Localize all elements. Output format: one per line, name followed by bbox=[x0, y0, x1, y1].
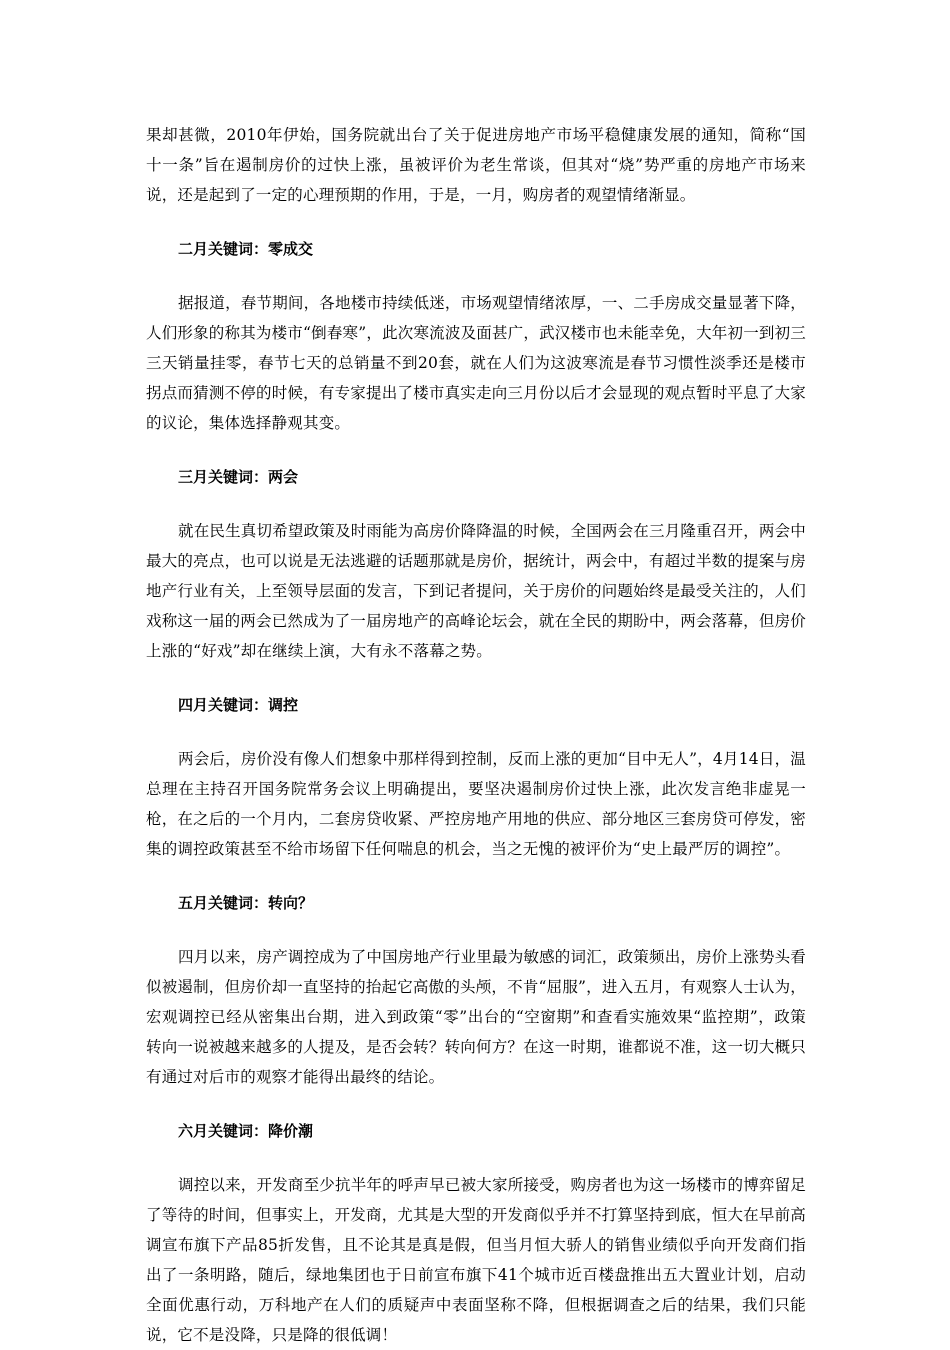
spacer bbox=[146, 438, 806, 462]
section-heading-february: 二月关键词：零成交 bbox=[178, 240, 314, 258]
section-heading-may: 五月关键词：转向？ bbox=[178, 894, 314, 912]
spacer bbox=[146, 720, 806, 744]
spacer bbox=[146, 264, 806, 288]
section-body-february: 据报道，春节期间，各地楼市持续低迷，市场观望情绪浓厚，一、二手房成交量显著下降，人们形象的称其为楼市“倒春寒”，此次寒流波及面甚广，武汉楼市也未能幸免，大年初一到初三三天销量挂零，春节七天的总销量不到20套，就在人们为这波寒流是春节习惯性淡季还是楼市拐点而猜测不停的时候，有专家提出了楼市真实走向三月份以后才会显现的观点暂时平息了大家的议论，集体选择静观其变。 bbox=[146, 294, 807, 432]
intro-paragraph: 果却甚微，2010年伊始，国务院就出台了关于促进房地产市场平稳健康发展的通知，简称“国十一条”旨在遏制房价的过快上涨，虽被评价为老生常谈，但其对“烧”势严重的房地产市场来说，还是起到了一定的心理预期的作用，于是，一月，购房者的观望情绪渐显。 bbox=[146, 126, 806, 204]
spacer bbox=[146, 210, 806, 234]
section-body-march: 就在民生真切希望政策及时雨能为高房价降降温的时候，全国两会在三月隆重召开，两会中最大的亮点，也可以说是无法逃避的话题那就是房价，据统计，两会中，有超过半数的提案与房地产行业有关，上至领导层面的发言，下到记者提问，关于房价的问题始终是最受关注的，人们戏称这一届的两会已然成为了一届房地产的高峰论坛会，就在全民的期盼中，两会落幕，但房价上涨的“好戏”却在继续上演，大有永不落幕之势。 bbox=[146, 522, 807, 660]
spacer bbox=[146, 666, 806, 690]
section-body-may: 四月以来，房产调控成为了中国房地产行业里最为敏感的词汇，政策频出，房价上涨势头看似被遏制，但房价却一直坚持的抬起它高傲的头颅，不肯“屈服”，进入五月，有观察人士认为，宏观调控已经从密集出台期，进入到政策“零”出台的“空窗期”和查看实施效果“监控期”，政策转向一说被越来越多的人提及，是否会转？转向何方？在这一时期，谁都说不准，这一切大概只有通过对后市的观察才能得出最终的结论。 bbox=[146, 948, 807, 1086]
section-heading-march: 三月关键词：两会 bbox=[178, 468, 299, 486]
spacer bbox=[146, 1092, 806, 1116]
spacer bbox=[146, 1146, 806, 1170]
spacer bbox=[146, 492, 806, 516]
section-body-june: 调控以来，开发商至少抗半年的呼声早已被大家所接受，购房者也为这一场楼市的博弈留足了等待的时间，但事实上，开发商，尤其是大型的开发商似乎并不打算坚持到底，恒大在早前高调宣布旗下产品85折发售，且不论其是真是假，但当月恒大骄人的销售业绩似乎向开发商们指出了一条明路，随后，绿地集团也于日前宣布旗下41个城市近百楼盘推出五大置业计划，启动全面优惠行动，万科地产在人们的质疑声中表面坚称不降，但根据调查之后的结果，我们只能说，它不是没降，只是降的很低调！ bbox=[146, 1176, 807, 1344]
spacer bbox=[146, 864, 806, 888]
section-heading-june: 六月关键词：降价潮 bbox=[178, 1122, 314, 1140]
spacer bbox=[146, 918, 806, 942]
document-body bbox=[146, 120, 806, 1350]
section-heading-april: 四月关键词：调控 bbox=[178, 696, 299, 714]
section-body-april: 两会后，房价没有像人们想象中那样得到控制，反而上涨的更加“目中无人”，4月14日，温总理在主持召开国务院常务会议上明确提出，要坚决遏制房价过快上涨，此次发言绝非虚晃一枪，在之后的一个月内，二套房贷收紧、严控房地产用地的供应、部分地区三套房贷可停发，密集的调控政策甚至不给市场留下任何喘息的机会，当之无愧的被评价为“史上最严厉的调控”。 bbox=[146, 750, 806, 858]
